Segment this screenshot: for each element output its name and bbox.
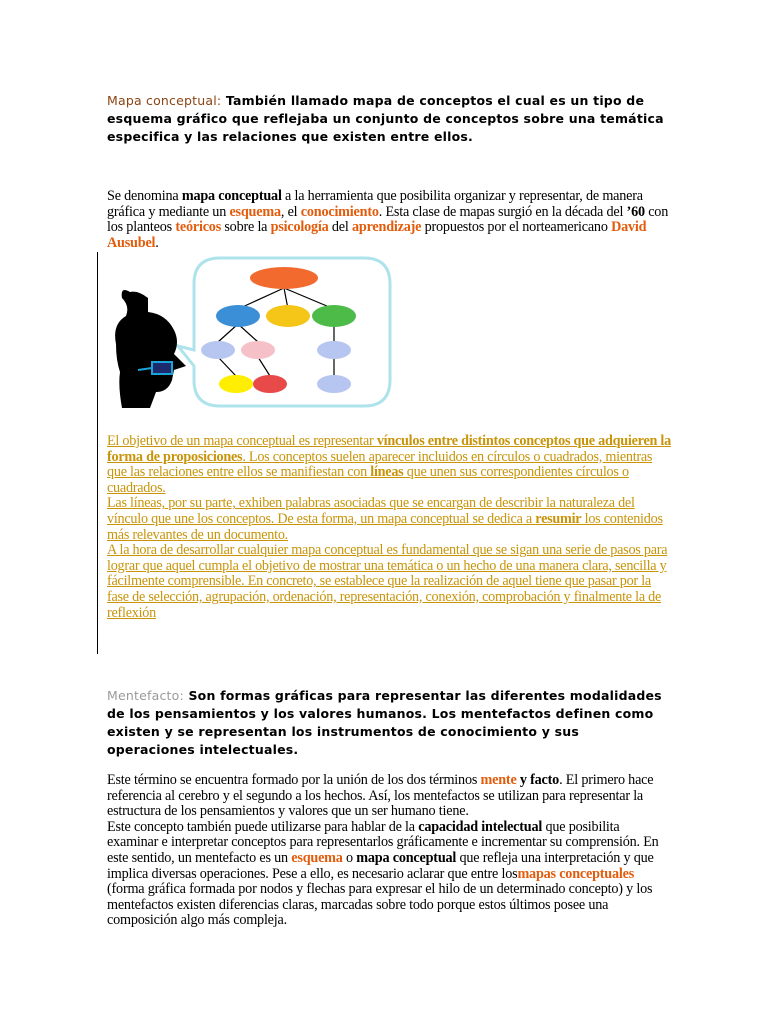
text-run: . Los conceptos suelen aparecer incluidos en círculos o cuadrados, mientras que las relaciones entre ellos se manifiestan con (107, 448, 653, 481)
text-run: y (516, 772, 531, 788)
link-esquema-2[interactable]: esquema (291, 849, 343, 866)
text-run: propuestos por el norteamericano (421, 219, 612, 236)
text-run: sobre la (221, 219, 271, 236)
text-run: A la hora de desarrollar cualquier mapa conceptual es fundamental que se sigan una serie de pasos para lograr que aquel cumpla el objetivo de mostrar una temática o un hecho de una manera clara, sencilla y fácilmente comprensible. En concreto, se establece que la realización de aquel tiene que pasar por la fase de selección, agrupación, ordenación, representación, conexión, comprobación y finalmente la de reflexión (107, 542, 668, 621)
text-run: . Esta clase de mapas surgió en la década del (378, 203, 627, 220)
text-run: , el (280, 203, 301, 220)
text-run: que unen sus correspondientes círculos o cuadrados. (107, 464, 629, 496)
text-run: del (328, 219, 352, 236)
thinking-head-concept-map-icon (108, 254, 396, 410)
text-run: los contenidos más relevantes de un documento. (107, 510, 663, 543)
mapa-conceptual-term: Mapa conceptual: (107, 93, 222, 108)
link-aprendizaje[interactable]: aprendizaje (352, 219, 422, 236)
mentefacto-definition: Son formas gráficas para representar las diferentes modalidades de los pensamientos y los valores humanos. Los mentefactos definen como existen y se representan los instrumentos de conocimiento y sus operaciones intelectuales. (107, 688, 662, 757)
text-run: Las líneas, por su parte, exhiben palabras asociadas que se encargan de describir la naturaleza del vínculo que une los conceptos. De esta forma, un mapa conceptual se dedica a (107, 495, 635, 527)
text-run: Este concepto también puede utilizarse para hablar de la (107, 818, 419, 835)
mapa-conceptual-paragraph (107, 189, 672, 251)
text-run-bold: resumir (535, 510, 582, 527)
text-run: El objetivo de un mapa conceptual es representar (107, 433, 377, 449)
link-mente[interactable]: mente (480, 772, 517, 788)
text-run: a la herramienta que posibilita organizar y representar, de manera gráfica y mediante un (107, 188, 643, 220)
text-run-bold: vínculos entre distintos conceptos que adquieren la forma de proposiciones (107, 433, 671, 465)
text-run: . El primero hace referencia al cerebro y el segundo a los hechos. Así, los mentefactos se utilizan para representar la estructura de los pensamientos y valores que un ser humano tiene. (107, 772, 654, 820)
text-run-bold: capacidad intelectual (418, 818, 543, 835)
text-run-bold: facto (530, 772, 560, 788)
text-run: que refleja una interpretación y que implica diversas operaciones. Pese a ello, es necesario aclarar que entre los (107, 849, 654, 882)
link-psicologia[interactable]: psicología (270, 219, 329, 236)
link-mapas-conceptuales[interactable]: mapas conceptuales (517, 865, 635, 882)
text-run: o (342, 849, 357, 866)
link-conocimiento[interactable]: conocimiento (300, 203, 379, 220)
mentefacto-term: Mentefacto: (107, 688, 184, 703)
mentefacto-paragraph (107, 773, 672, 929)
mapa-conceptual-objective-text (107, 434, 672, 621)
mentefacto-heading (107, 687, 667, 759)
text-run: Se denomina (107, 188, 182, 204)
mapa-conceptual-definition: También llamado mapa de conceptos el cual es un tipo de esquema gráfico que reflejaba un conjunto de conceptos sobre una temática especifica y las relaciones que existen entre ellos. (107, 93, 664, 144)
text-run-bold: ’60 (626, 203, 645, 220)
text-run-bold: líneas (370, 464, 404, 481)
link-david-ausubel[interactable]: David Ausubel (107, 219, 647, 251)
text-run: . (155, 234, 159, 251)
link-teoricos[interactable]: teóricos (175, 219, 222, 236)
text-run: con los planteos (107, 203, 669, 236)
vertical-divider (97, 252, 98, 654)
text-run: (forma gráfica formada por nodos y flechas para expresar el hilo de un determinado concepto) y los mentefactos existen diferencias claras, marcadas sobre todo porque estos últimos posee una composición algo más compleja. (107, 881, 653, 929)
text-run-bold: mapa conceptual (356, 849, 457, 866)
text-run: Este término se encuentra formado por la unión de los dos términos (107, 772, 481, 788)
link-esquema[interactable]: esquema (229, 203, 281, 220)
mapa-conceptual-heading (107, 92, 667, 146)
text-run: que posibilita examinar e interpretar conceptos para representarlos gráficamente e incrementar su comprensión. En este sentido, un mentefacto es un (107, 818, 659, 866)
text-run-bold: mapa conceptual (181, 188, 282, 204)
